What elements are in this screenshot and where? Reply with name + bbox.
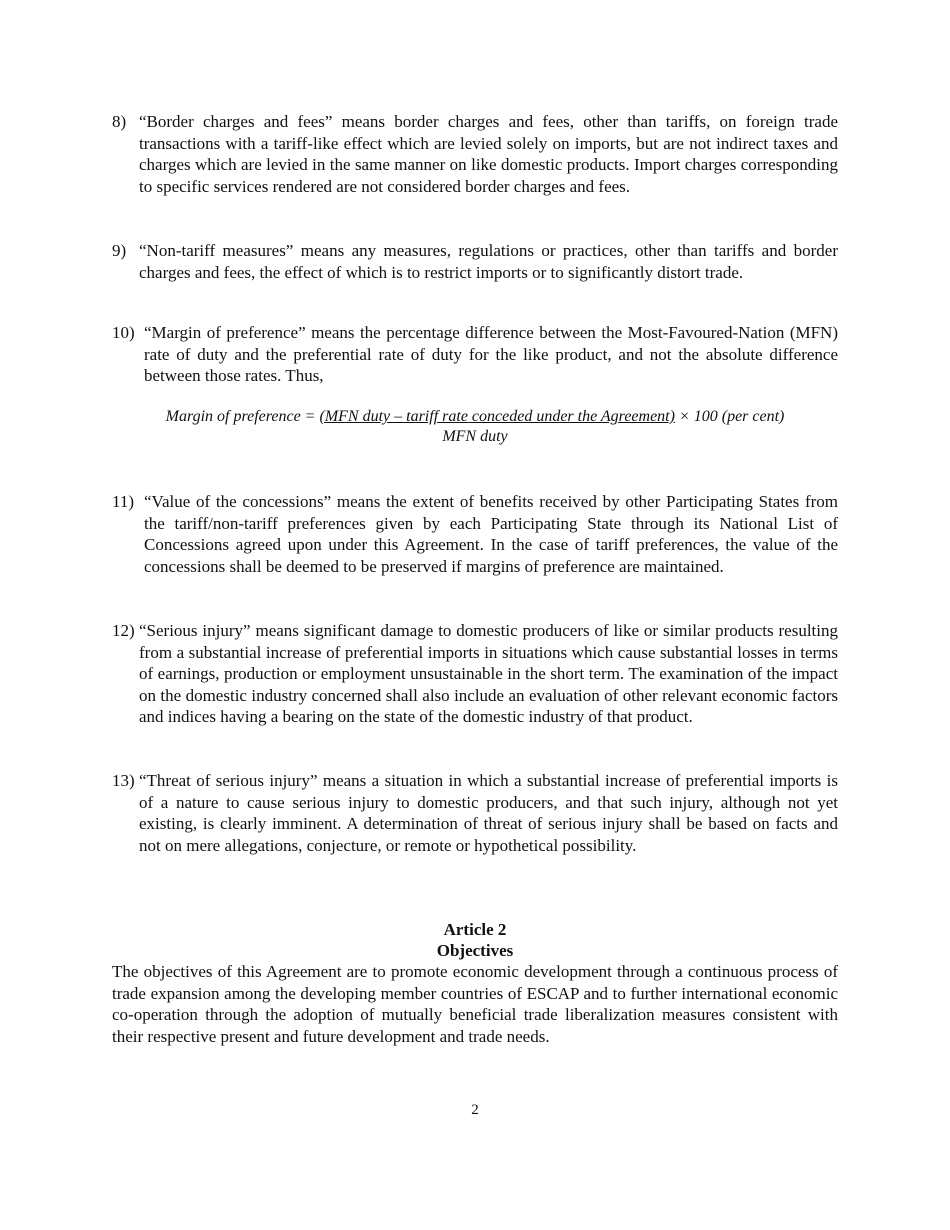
article-title-heading: Objectives: [436, 941, 514, 960]
definition-item-9: [112, 240, 838, 283]
definition-text: “Non-tariff measures” means any measures, regulations or practices, other than tariffs and border charges and fees, the effect of which is to restrict imports or to significantly distort trade.: [139, 241, 838, 282]
definition-number: 11): [112, 492, 135, 511]
definition-item-10: [112, 322, 838, 387]
formula-suffix: × 100 (per cent): [678, 408, 785, 425]
definition-number: 10): [112, 323, 135, 342]
definition-text: “Margin of preference” means the percentage difference between the Most-Favoured-Nation (MFN) rate of duty and the preferential rate of duty for the like product, and not the absolute difference between those rates. Thus,: [144, 323, 838, 386]
definition-item-11: [112, 491, 838, 577]
formula-numerator: (MFN duty – tariff rate conceded under the Agreement): [319, 408, 675, 425]
formula-denominator: MFN duty: [442, 428, 508, 445]
definition-text: “Value of the concessions” means the extent of benefits received by other Participating States from the tariff/non-tariff preferences given by each Participating State through its National List of Concessions agreed upon under this Agreement. In the case of tariff preferences, the value of the concessions shall be deemed to be preserved if margins of preference are maintained.: [144, 492, 838, 576]
article-number-heading: Article 2: [443, 920, 507, 939]
definition-number: 13): [112, 771, 135, 790]
definition-item-13: [112, 770, 838, 856]
page-number: 2: [471, 1102, 479, 1118]
definition-number: 9): [112, 241, 127, 260]
definition-number: 12): [112, 621, 135, 640]
article-body: The objectives of this Agreement are to promote economic development through a continuous process of trade expansion among the developing member countries of ESCAP and to further international economic co-operation through the adoption of mutually beneficial trade liberalization measures consistent with their respective present and future development and trade needs.: [112, 962, 838, 1046]
definition-item-8: [112, 111, 838, 197]
definition-item-12: [112, 620, 838, 728]
formula-lhs: Margin of preference =: [165, 408, 316, 425]
definition-text: “Border charges and fees” means border charges and fees, other than tariffs, on foreign trade transactions with a tariff-like effect which are levied solely on imports, but are not indirect taxes and charges which are levied in the same manner on like domestic products. Import charges corresponding to specific services rendered are not considered border charges and fees.: [139, 112, 838, 196]
definition-text: “Serious injury” means significant damage to domestic producers of like or similar products resulting from a substantial increase of preferential imports in situations which cause substantial losses in terms of earnings, production or employment unsustainable in the short term. The examination of the impact on the domestic industry concerned shall also include an evaluation of other relevant economic factors and indices having a bearing on the state of the domestic industry of that product.: [139, 621, 838, 727]
margin-of-preference-formula: [112, 407, 838, 447]
definition-number: 8): [112, 112, 127, 131]
definition-text: “Threat of serious injury” means a situation in which a substantial increase of preferential imports is of a nature to cause serious injury to domestic producers, and that such injury, although not yet existing, is clearly imminent. A determination of threat of serious injury shall be based on facts and not on mere allegations, conjecture, or remote or hypothetical possibility.: [139, 771, 838, 855]
